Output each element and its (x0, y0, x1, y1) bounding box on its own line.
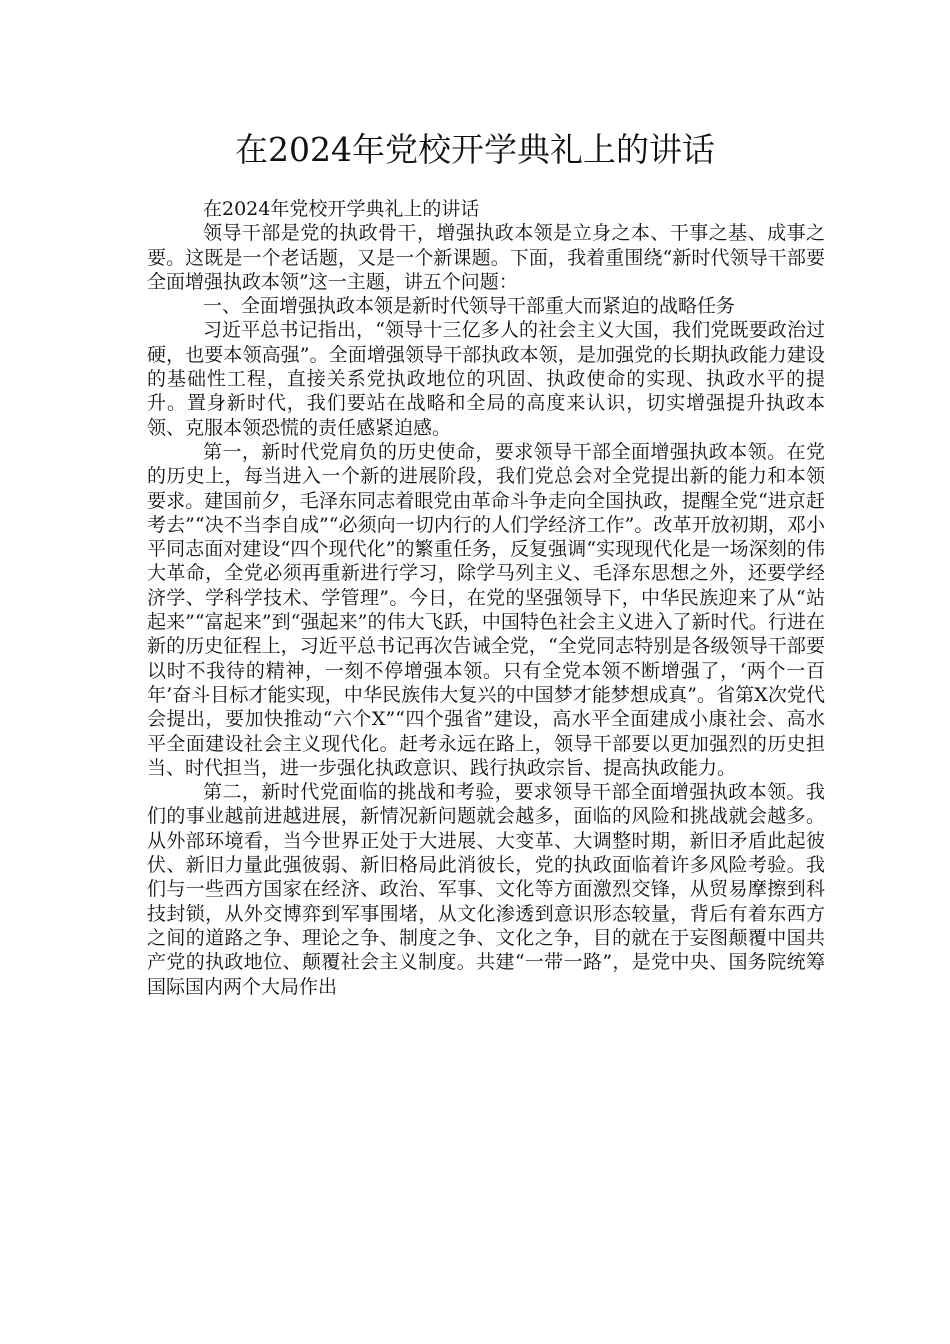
document-body (147, 197, 825, 999)
document-title: 在2024年党校开学典礼上的讲话 (235, 130, 715, 169)
body-paragraph-subtitle: 在2024年党校开学典礼上的讲话 (203, 198, 480, 220)
section-heading-1: 一、全面增强执政本领是新时代领导干部重大而紧迫的战略任务 (203, 295, 736, 318)
body-paragraph: 第二，新时代党面临的挑战和考验，要求领导干部全面增强执政本领。我们的事业越前进越进展，新情况新问题就会越多，面临的风险和挑战就会越多。从外部环境看，当今世界正处于大进展、大变革、大调整时期，新旧矛盾此起彼伏、新旧力量此强彼弱、新旧格局此消彼长，党的执政面临着许多风险考验。我们与一些西方国家在经济、政治、军事、文化等方面激烈交锋，从贸易摩擦到科技封锁，从外交博弈到军事围堵，从文化渗透到意识形态较量，背后有着东西方之间的道路之争、理论之争、制度之争、文化之争，目的就在于妄图颠覆中国共产党的执政地位、颠覆社会主义制度。共建“一带一路”，是党中央、国务院统筹国际国内两个大局作出 (147, 781, 825, 998)
body-paragraph-intro: 领导干部是党的执政骨干，增强执政本领是立身之本、干事之基、成事之要。这既是一个老话题，又是一个新课题。下面，我着重围绕“新时代领导干部要全面增强执政本领”这一主题，讲五个问题： (147, 222, 825, 293)
body-paragraph: 第一，新时代党肩负的历史使命，要求领导干部全面增强执政本领。在党的历史上，每当进入一个新的进展阶段，我们党总会对全党提出新的能力和本领要求。建国前夕，毛泽东同志着眼党由革命斗争走向全国执政，提醒全党“进京赶考去”“决不当李自成”“必须向一切内行的人们学经济工作”。改革开放初期，邓小平同志面对建设“四个现代化”的繁重任务，反复强调“实现现代化是一场深刻的伟大革命，全党必须再重新进行学习，除学马列主义、毛泽东思想之外，还要学经济学、学科学技术、学管理”。今日，在党的坚强领导下，中华民族迎来了从“站起来”“富起来”到“强起来”的伟大飞跃，中国特色社会主义进入了新时代。行进在新的历史征程上，习近平总书记再次告诫全党，“全党同志特别是各级领导干部要以时不我待的精神，一刻不停增强本领。只有全党本领不断增强了，‘两个一百年’奋斗目标才能实现，中华民族伟大复兴的中国梦才能梦想成真”。省第X次党代会提出，要加快推动“六个X”“四个强省”建设，高水平全面建成小康社会、高水平全面建设社会主义现代化。赶考永远在路上，领导干部要以更加强烈的历史担当、时代担当，进一步强化执政意识、践行执政宗旨、提高执政能力。 (147, 440, 825, 779)
body-paragraph: 习近平总书记指出，“领导十三亿多人的社会主义大国，我们党既要政治过硬，也要本领高强”。全面增强领导干部执政本领，是加强党的长期执政能力建设的基础性工程，直接关系党执政地位的巩固、执政使命的实现、执政水平的提升。置身新时代，我们要站在战略和全局的高度来认识，切实增强提升执政本领、克服本领恐慌的责任感紧迫感。 (147, 319, 825, 439)
